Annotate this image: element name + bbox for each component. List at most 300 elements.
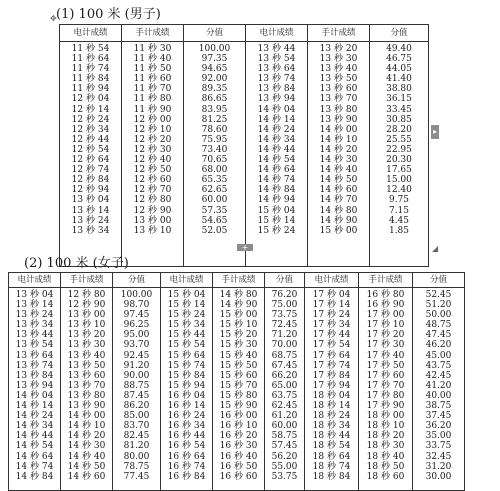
table-cell: 67.45: [271, 360, 298, 371]
table-cell: 18 秒 34: [312, 421, 351, 432]
table-cell: 12 秒 90: [67, 300, 106, 311]
table-cell: 91.20: [123, 360, 150, 371]
table-cell: 13 秒 10: [67, 320, 106, 331]
table-cell: 60.00: [271, 421, 298, 432]
table-cell: 17 秒 84: [312, 370, 351, 381]
table-cell: 13 秒 00: [133, 215, 172, 226]
table-cell: 20.30: [386, 155, 412, 166]
table-cell: 11 秒 84: [71, 74, 110, 85]
table-cell: 15 秒 84: [167, 370, 206, 381]
table-cell: 65.00: [271, 380, 298, 391]
table-cell: 13 秒 74: [15, 360, 54, 371]
table-cell: 70.65: [201, 155, 228, 166]
table-cell: 75.00: [271, 300, 298, 311]
table-cell: 38.75: [425, 401, 452, 412]
table-cell: 73.40: [201, 144, 228, 155]
table-cell: 88.75: [123, 380, 150, 391]
table-cell: 17.65: [386, 165, 412, 176]
table-cell: 11 秒 50: [133, 64, 172, 75]
table-cell: 43.75: [425, 360, 452, 371]
table-cell: 13 秒 54: [15, 340, 54, 351]
table-cell: 16 秒 00: [219, 411, 258, 422]
table-cell: 18 秒 44: [312, 431, 351, 442]
table-cell: 16 秒 54: [167, 441, 206, 452]
table-cell: 12 秒 14: [71, 104, 110, 115]
table-cell: 15 秒 94: [167, 380, 206, 391]
table-cell: 14 秒 54: [257, 155, 296, 166]
table-cell: 12 秒 30: [133, 144, 172, 155]
table-cell: 86.20: [123, 401, 150, 412]
women-electronic-col-1: [9, 288, 61, 491]
women-score-col-3: [413, 288, 465, 491]
table-cell: 13 秒 34: [71, 225, 110, 236]
table-cell: 17 秒 80: [366, 390, 405, 401]
table-cell: 12 秒 54: [71, 144, 110, 155]
table-cell: 72.45: [271, 320, 298, 331]
table-cell: 16 秒 90: [366, 300, 405, 311]
table-cell: 62.45: [271, 401, 298, 412]
table-cell: 13 秒 20: [67, 330, 106, 341]
header-score: 分值: [265, 273, 305, 288]
table-cell: 17 秒 50: [366, 360, 405, 371]
table-cell: 17 秒 44: [312, 330, 351, 341]
table-cell: 14 秒 04: [257, 104, 296, 115]
table-cell: 14 秒 34: [257, 134, 296, 145]
table-cell: 14 秒 90: [219, 300, 258, 311]
table-cell: 11 秒 54: [71, 44, 110, 54]
table-cell: 87.45: [123, 390, 150, 401]
table-cell: 13 秒 90: [67, 401, 106, 412]
table-cell: 30.85: [386, 114, 412, 125]
table-cell: 47.45: [425, 330, 452, 341]
table-cell: 97.35: [201, 54, 228, 65]
table-cell: 17 秒 30: [366, 340, 405, 351]
table-cell: 16 秒 60: [219, 471, 258, 482]
add-column-handle[interactable]: ▸: [431, 125, 439, 139]
table-cell: 17 秒 34: [312, 320, 351, 331]
men-electronic-col-2: [246, 42, 308, 267]
table-cell: 17 秒 20: [366, 330, 405, 341]
table-cell: 14 秒 24: [257, 124, 296, 135]
table-cell: 17 秒 24: [312, 310, 351, 321]
table-cell: 16 秒 10: [219, 421, 258, 432]
table-cell: 15 秒 90: [219, 401, 258, 412]
table-cell: 52.45: [425, 290, 452, 300]
table-cell: 17 秒 10: [366, 320, 405, 331]
table-cell: 63.75: [271, 390, 298, 401]
table-cell: 13 秒 30: [67, 340, 106, 351]
table-cell: 17 秒 64: [312, 350, 351, 361]
table-cell: 97.45: [123, 310, 150, 321]
table-cell: 13 秒 94: [257, 94, 296, 105]
table-cell: 94.65: [201, 64, 228, 75]
table-cell: 90.00: [123, 370, 150, 381]
table-cell: 71.20: [271, 330, 298, 341]
table-cell: 17 秒 94: [312, 380, 351, 391]
table-cell: 15 秒 14: [167, 300, 206, 311]
table-cell: 98.70: [123, 300, 150, 311]
men-electronic-col-1: [60, 42, 122, 267]
table-cell: 18 秒 00: [366, 411, 405, 422]
table-cell: 48.75: [425, 320, 452, 331]
table-cell: 12 秒 34: [71, 124, 110, 135]
table-cell: 12 秒 70: [133, 185, 172, 196]
table-cell: 93.70: [123, 340, 150, 351]
table-cell: 17 秒 00: [366, 310, 405, 321]
table-cell: 13 秒 60: [319, 84, 358, 95]
table-cell: 15 秒 30: [219, 340, 258, 351]
men-score-col-2: [370, 42, 429, 267]
women-manual-col-3: [359, 288, 413, 491]
table-cell: 15 秒 80: [219, 390, 258, 401]
men-manual-col-1: [122, 42, 184, 267]
table-cell: 13 秒 84: [257, 84, 296, 95]
women-manual-col-2: [213, 288, 265, 491]
header-manual: 手计成绩: [359, 273, 413, 288]
add-row-handle[interactable]: +: [237, 244, 253, 251]
table-cell: 25.55: [386, 134, 412, 145]
table-cell: 46.75: [386, 54, 412, 65]
table-cell: 92.45: [123, 350, 150, 361]
table-cell: 52.05: [201, 225, 228, 236]
table-cell: 14 秒 24: [15, 411, 54, 422]
table-cell: 18 秒 24: [312, 411, 351, 422]
table-cell: 13 秒 70: [67, 380, 106, 391]
women-score-col-1: [113, 288, 161, 491]
table-cell: 16 秒 24: [167, 411, 206, 422]
table-cell: 14 秒 64: [257, 165, 296, 176]
table-header-row: [9, 273, 465, 288]
table-cell: 16 秒 80: [366, 290, 405, 300]
table-cell: 76.20: [271, 290, 298, 300]
table-cell: 14 秒 50: [319, 175, 358, 186]
table-cell: 83.70: [123, 421, 150, 432]
table-cell: 14 秒 14: [257, 114, 296, 125]
table-cell: 18 秒 40: [366, 451, 405, 462]
header-score: 分值: [184, 25, 246, 42]
table-cell: 11 秒 64: [71, 54, 110, 65]
table-cell: 14 秒 20: [319, 144, 358, 155]
table-cell: 42.45: [425, 370, 452, 381]
table-cell: 11 秒 94: [71, 84, 110, 95]
table-cell: 15 秒 24: [257, 225, 296, 236]
table-cell: 17 秒 54: [312, 340, 351, 351]
table-cell: 13 秒 44: [257, 44, 296, 54]
table-cell: 18 秒 30: [366, 441, 405, 452]
table-cell: 15 秒 64: [167, 350, 206, 361]
table-cell: 60.00: [201, 195, 228, 206]
table-cell: 15 秒 70: [219, 380, 258, 391]
table-cell: 61.20: [271, 411, 298, 422]
table-cell: 14 秒 74: [257, 175, 296, 186]
table-cell: 15 秒 44: [167, 330, 206, 341]
table-cell: 17 秒 14: [312, 300, 351, 311]
table-move-icon[interactable]: ✥: [50, 14, 57, 23]
table-cell: 11 秒 80: [133, 94, 172, 105]
table-cell: 14 秒 50: [67, 461, 106, 472]
table-cell: 66.20: [271, 370, 298, 381]
table-cell: 11 秒 70: [133, 84, 172, 95]
table-cell: 17 秒 70: [366, 380, 405, 391]
table-cell: 13 秒 90: [319, 114, 358, 125]
table-cell: 15 秒 10: [219, 320, 258, 331]
table-cell: 14 秒 30: [67, 441, 106, 452]
table-cell: 31.20: [425, 461, 452, 472]
table-cell: 12 秒 24: [71, 114, 110, 125]
table-cell: 38.80: [386, 84, 412, 95]
men-score-col-1: [184, 42, 246, 267]
table-cell: 81.25: [201, 114, 228, 125]
table-cell: 15 秒 14: [257, 215, 296, 226]
table-cell: 16 秒 40: [219, 451, 258, 462]
table-cell: 15 秒 34: [167, 320, 206, 331]
table-cell: 15 秒 74: [167, 360, 206, 371]
table-cell: 18 秒 50: [366, 461, 405, 472]
table-cell: 15 秒 60: [219, 370, 258, 381]
table-cell: 13 秒 84: [15, 370, 54, 381]
table-cell: 17 秒 74: [312, 360, 351, 371]
table-cell: 12 秒 04: [71, 94, 110, 105]
table-cell: 13 秒 00: [67, 310, 106, 321]
table-cell: 14 秒 14: [15, 401, 54, 412]
table-cell: 13 秒 64: [257, 64, 296, 75]
table-cell: 15 秒 24: [167, 310, 206, 321]
table-cell: 13 秒 24: [71, 215, 110, 226]
table-cell: 57.35: [201, 205, 228, 216]
table-cell: 13 秒 94: [15, 380, 54, 391]
table-cell: 80.00: [123, 451, 150, 462]
table-cell: 14 秒 34: [15, 421, 54, 432]
table-cell: 53.75: [271, 471, 298, 482]
table-cell: 54.65: [201, 215, 228, 226]
table-cell: 14 秒 80: [319, 205, 358, 216]
table-cell: 55.00: [271, 461, 298, 472]
table-cell: 14 秒 94: [257, 195, 296, 206]
table-cell: 17 秒 60: [366, 370, 405, 381]
table-cell: 96.25: [123, 320, 150, 331]
header-manual: 手计成绩: [122, 25, 184, 42]
table-cell: 13 秒 44: [15, 330, 54, 341]
table-cell: 14 秒 64: [15, 451, 54, 462]
table-cell: 12.40: [386, 185, 412, 196]
table-cell: 16 秒 30: [219, 441, 258, 452]
table-cell: 46.20: [425, 340, 452, 351]
women-manual-col-1: [61, 288, 113, 491]
table-body-row: [60, 42, 429, 267]
women-section-title: (2) 100 米 (女子): [24, 256, 129, 271]
table-cell: 4.45: [388, 215, 410, 226]
table-cell: 15 秒 50: [219, 360, 258, 371]
table-cell: 32.45: [425, 451, 452, 462]
table-cell: 14 秒 40: [319, 165, 358, 176]
table-cell: 86.65: [201, 94, 228, 105]
table-cell: 13 秒 80: [67, 390, 106, 401]
table-header-row: [60, 25, 429, 42]
table-cell: 83.95: [201, 104, 228, 115]
table-cell: 18 秒 10: [366, 421, 405, 432]
table-cell: 14 秒 00: [67, 411, 106, 422]
table-cell: 36.15: [386, 94, 412, 105]
header-electronic: 电计成绩: [60, 25, 122, 42]
table-cell: 15 秒 40: [219, 350, 258, 361]
table-cell: 70.00: [271, 340, 298, 351]
table-cell: 17 秒 04: [312, 290, 351, 300]
table-cell: 22.95: [386, 144, 412, 155]
table-cell: 14 秒 84: [15, 471, 54, 482]
women-score-table: [8, 272, 465, 491]
table-cell: 33.45: [386, 104, 412, 115]
table-cell: 15 秒 54: [167, 340, 206, 351]
table-cell: 1.85: [388, 225, 410, 236]
header-electronic: 电计成绩: [161, 273, 213, 288]
table-cell: 100.00: [198, 44, 231, 54]
table-cell: 41.40: [386, 74, 412, 85]
table-cell: 57.45: [271, 441, 298, 452]
table-cell: 33.75: [425, 441, 452, 452]
table-cell: 45.00: [425, 350, 452, 361]
table-cell: 18 秒 64: [312, 451, 351, 462]
table-cell: 65.35: [201, 175, 228, 186]
table-cell: 14 秒 54: [15, 441, 54, 452]
table-cell: 12 秒 44: [71, 134, 110, 145]
table-cell: 14 秒 44: [257, 144, 296, 155]
header-manual: 手计成绩: [213, 273, 265, 288]
table-cell: 16 秒 44: [167, 431, 206, 442]
table-cell: 14 秒 20: [67, 431, 106, 442]
table-cell: 12 秒 50: [133, 165, 172, 176]
table-cell: 12 秒 10: [133, 124, 172, 135]
women-score-col-2: [265, 288, 305, 491]
table-cell: 16 秒 04: [167, 390, 206, 401]
table-cell: 73.75: [271, 310, 298, 321]
table-cell: 82.45: [123, 431, 150, 442]
table-cell: 14 秒 44: [15, 431, 54, 442]
table-cell: 13 秒 50: [67, 360, 106, 371]
table-cell: 40.00: [425, 390, 452, 401]
table-cell: 17 秒 90: [366, 401, 405, 412]
header-score: 分值: [413, 273, 465, 288]
table-cell: 7.15: [388, 205, 410, 216]
table-cell: 78.60: [201, 124, 228, 135]
table-cell: 9.75: [388, 195, 410, 206]
table-cell: 49.40: [386, 44, 412, 54]
table-cell: 58.75: [271, 431, 298, 442]
table-cell: 13 秒 14: [15, 300, 54, 311]
table-cell: 18 秒 04: [312, 390, 351, 401]
table-cell: 14 秒 60: [319, 185, 358, 196]
table-cell: 12 秒 64: [71, 155, 110, 166]
table-cell: 14 秒 00: [319, 124, 358, 135]
table-body-row: [9, 288, 465, 491]
table-cell: 18 秒 14: [312, 401, 351, 412]
table-cell: 11 秒 40: [133, 54, 172, 65]
table-cell: 12 秒 80: [133, 195, 172, 206]
table-cell: 14 秒 10: [67, 421, 106, 432]
table-cell: 11 秒 30: [133, 44, 172, 54]
header-score: 分值: [113, 273, 161, 288]
table-cell: 13 秒 50: [319, 74, 358, 85]
table-cell: 16 秒 84: [167, 471, 206, 482]
table-cell: 15 秒 00: [219, 310, 258, 321]
table-cell: 30.00: [425, 471, 452, 482]
table-cell: 56.20: [271, 451, 298, 462]
table-cell: 11 秒 74: [71, 64, 110, 75]
table-cell: 12 秒 74: [71, 165, 110, 176]
table-cell: 13 秒 80: [319, 104, 358, 115]
table-cell: 37.45: [425, 411, 452, 422]
table-cell: 12 秒 80: [67, 290, 106, 300]
table-cell: 13 秒 64: [15, 350, 54, 361]
table-cell: 12 秒 60: [133, 175, 172, 186]
table-cell: 18 秒 84: [312, 471, 351, 482]
men-score-table: [59, 24, 429, 267]
table-cell: 16 秒 14: [167, 401, 206, 412]
table-cell: 62.65: [201, 185, 228, 196]
header-score: 分值: [370, 25, 429, 42]
table-cell: 14 秒 70: [319, 195, 358, 206]
table-cell: 14 秒 80: [219, 290, 258, 300]
table-cell: 85.00: [123, 411, 150, 422]
table-cell: 77.45: [123, 471, 150, 482]
women-electronic-col-3: [305, 288, 359, 491]
table-cell: 15.00: [386, 175, 412, 186]
table-cell: 14 秒 04: [15, 390, 54, 401]
table-cell: 13 秒 54: [257, 54, 296, 65]
table-cell: 68.75: [271, 350, 298, 361]
table-cell: 14 秒 30: [319, 155, 358, 166]
table-cell: 75.95: [201, 134, 228, 145]
table-cell: 89.35: [201, 84, 228, 95]
table-cell: 11 秒 60: [133, 74, 172, 85]
table-cell: 35.00: [425, 431, 452, 442]
table-cell: 14 秒 84: [257, 185, 296, 196]
table-cell: 14 秒 60: [67, 471, 106, 482]
table-cell: 12 秒 20: [133, 134, 172, 145]
table-cell: 18 秒 20: [366, 431, 405, 442]
table-cell: 15 秒 04: [167, 290, 206, 300]
table-cell: 95.00: [123, 330, 150, 341]
table-cell: 16 秒 64: [167, 451, 206, 462]
table-resize-icon[interactable]: ◢: [432, 244, 439, 253]
table-cell: 15 秒 04: [257, 205, 296, 216]
table-cell: 28.20: [386, 124, 412, 135]
table-cell: 13 秒 70: [319, 94, 358, 105]
women-electronic-col-2: [161, 288, 213, 491]
table-cell: 13 秒 40: [319, 64, 358, 75]
table-cell: 12 秒 84: [71, 175, 110, 186]
table-cell: 13 秒 60: [67, 370, 106, 381]
table-cell: 13 秒 10: [133, 225, 172, 236]
table-cell: 13 秒 04: [71, 195, 110, 206]
table-cell: 50.00: [425, 310, 452, 321]
table-cell: 16 秒 74: [167, 461, 206, 472]
table-cell: 13 秒 34: [15, 320, 54, 331]
table-cell: 13 秒 24: [15, 310, 54, 321]
table-cell: 41.20: [425, 380, 452, 391]
table-cell: 100.00: [120, 290, 153, 300]
table-cell: 11 秒 90: [133, 104, 172, 115]
men-section-title: (1) 100 米 (男子): [56, 7, 161, 22]
table-cell: 16 秒 20: [219, 431, 258, 442]
table-cell: 51.20: [425, 300, 452, 311]
table-cell: 18 秒 54: [312, 441, 351, 452]
table-cell: 14 秒 40: [67, 451, 106, 462]
table-cell: 13 秒 04: [15, 290, 54, 300]
table-cell: 16 秒 34: [167, 421, 206, 432]
table-cell: 13 秒 40: [67, 350, 106, 361]
header-electronic: 电计成绩: [9, 273, 61, 288]
table-cell: 17 秒 40: [366, 350, 405, 361]
